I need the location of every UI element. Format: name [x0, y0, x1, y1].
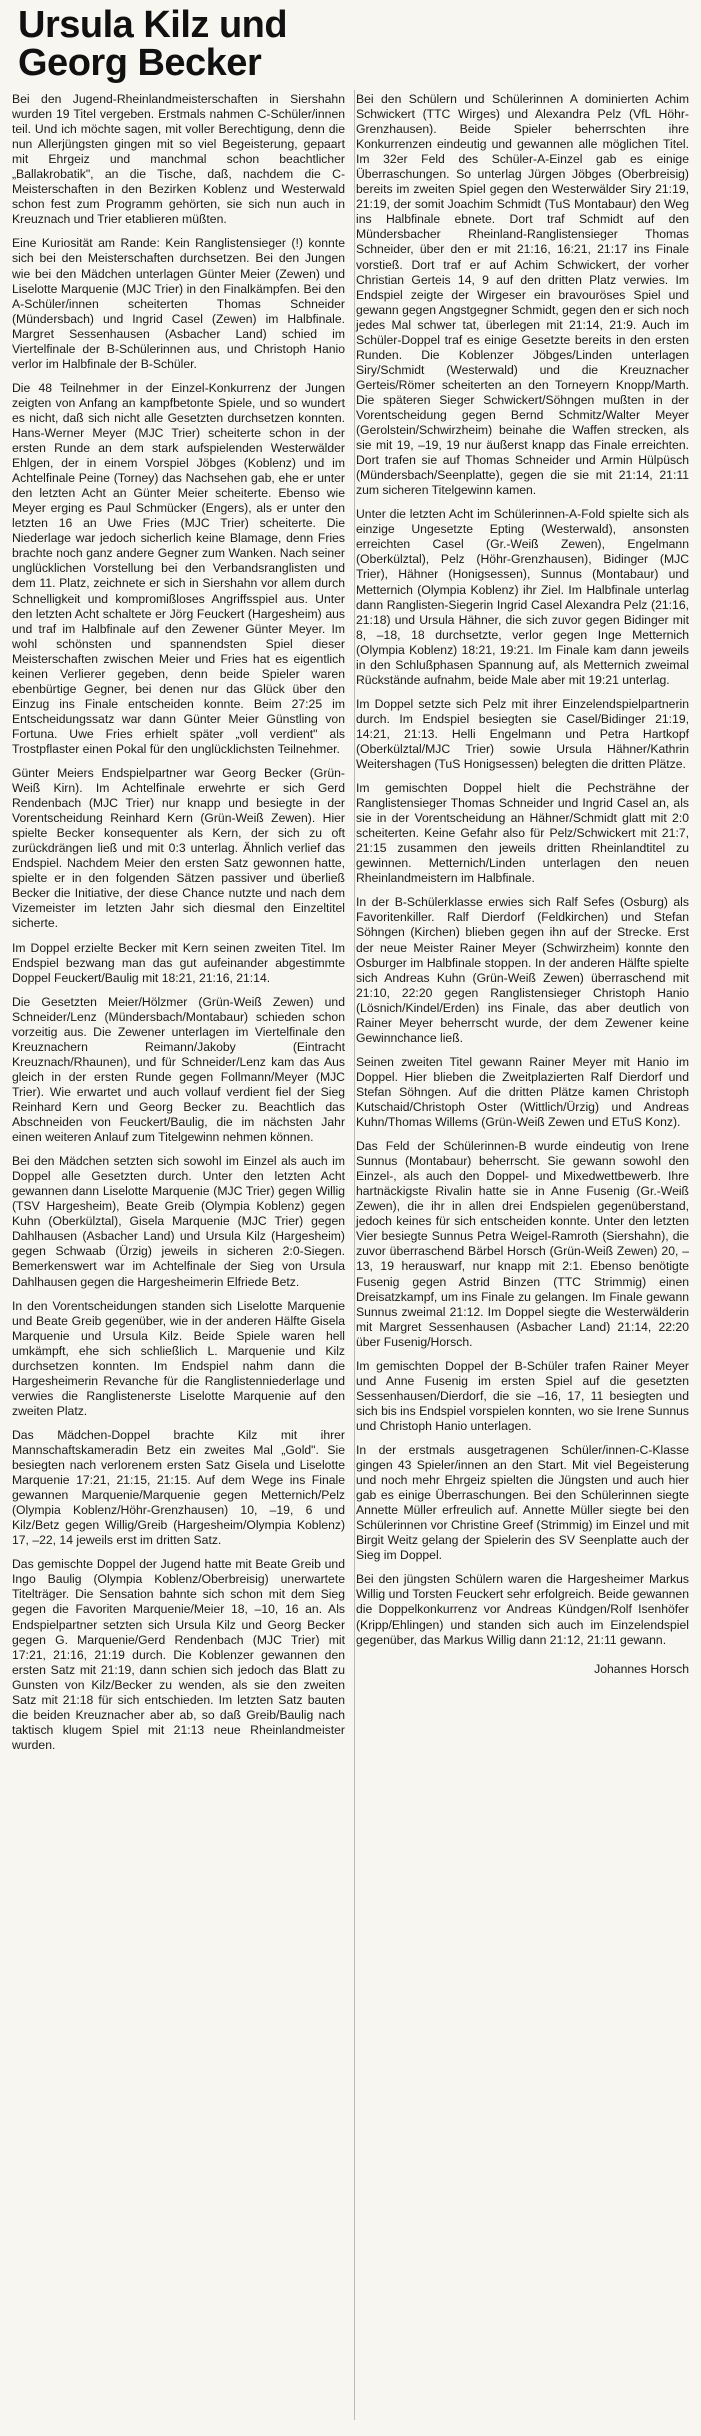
paragraph: In den Vorentscheidungen standen sich Liselotte Marquenie und Beate Greib gegenüber, wie in der anderen Hälfte Gisela Marquenie und Ursula Kilz. Beide Spiele waren hell umkämpft, ehe sich schließlich L. Marquenie und Kilz durchsetzen konnten. Im Endspiel nahm dann die Hargesheimerin Revanche für die Ranglistenniederlage und verwies die Ranglistenerste Liselotte Marquenie auf den zweiten Platz. — [12, 1298, 345, 1418]
headline-line-1: Ursula Kilz und — [18, 4, 288, 46]
paragraph: Das Mädchen-Doppel brachte Kilz mit ihrer Mannschaftskameradin Betz ein zweites Mal „Gold". Sie besiegten nach verlorenem ersten Satz Gisela und Liselotte Marquenie 17:21, 21:15, 21:15. Auf dem Wege ins Finale gewannen Marquenie/Marquenie gegen Metternich/Pelz (Olympia Koblenz/Höhr-Grenzhausen) 10, –19, 6 und Kilz/Betz gegen Willig/Greib (Hargesheim/Olympia Koblenz) 17, –22, 14 jeweils erst im dritten Satz. — [12, 1427, 345, 1548]
paragraph: Im gemischten Doppel der B-Schüler trafen Rainer Meyer und Anne Fusenig im ersten Spiel auf die gesetzten Sessenhausen/Dierdorf, die sie –16, 17, 11 besiegten und sich bis ins Endspiel vorspielen konnten, wo sie Irene Sunnus und Christoph Hanio unterlagen. — [356, 1358, 689, 1433]
paragraph: Bei den Mädchen setzten sich sowohl im Einzel als auch im Doppel alle Gesetzten durch. Unter den letzten Acht gewannen dann Liselotte Marquenie (MJC Trier) gegen Willig (TSV Hargesheim), Beate Greib (Olympia Koblenz) gegen Kuhn (Oberkülztal), Gisela Marquenie (MJC Trier) gegen Dahlhausen (Asbacher Land) und Ursula Kilz (Hargesheim) gegen Schwaab (Ürzig) jeweils in sicheren 2:0-Siegen. Bemerkenswert war im Achtelfinale der Sieg von Ursula Dahlhausen gegen die Hargesheimerin Elfriede Betz. — [12, 1154, 345, 1289]
paragraph: Das gemischte Doppel der Jugend hatte mit Beate Greib und Ingo Baulig (Olympia Koblenz/Oberbreisig) unerwartete Titelträger. Die Sensation bahnte sich schon mit dem Sieg gegen die Favoriten Marquenie/Meier 18, –10, 16 an. Als Endspielpartner setzten sich Ursula Kilz und Georg Becker gegen G. Marquenie/Gerd Rendenbach (MJC Trier) mit 17:21, 21:16, 21:19 durch. Die Koblenzer gewannen den ersten Satz mit 21:19, dann schien sich jedoch das Blatt zu Gunsten von Kilz/Becker zu wenden, als sie den zweiten Satz mit 21:18 für sich entschieden. Im letzten Satz bauten die beiden Kreuznacher aber ab, so daß Greib/Baulig nach taktisch klugem Spiel mit 21:13 neue Rheinlandmeister wurden. — [12, 1557, 345, 1752]
paragraph: Seinen zweiten Titel gewann Rainer Meyer mit Hanio im Doppel. Hier blieben die Zweitplazierten Ralf Dierdorf und Stefan Söhngen. Auf die dritten Plätze kamen Christoph Kutschaid/Christoph Oster (Wittlich/Ürzig) und Andreas Kuhn/Thomas Willems (Grün-Weiß Zewen und ETuS Konz). — [356, 1054, 689, 1130]
paragraph: In der B-Schülerklasse erwies sich Ralf Sefes (Osburg) als Favoritenkiller. Ralf Dierdorf (Feldkirchen) und Stefan Söhngen (Kirchen) blieben gegen ihn auf der Strecke. Erst der neue Meister Rainer Meyer (Schwirzheim) konnte den Osburger im Halbfinale stoppen. In der anderen Hälfte spielte sich Andreas Kuhn (Grün-Weiß Zewen) überraschend mit 21:10, 22:20 gegen Ranglistensieger Christoph Hanio (Lösnich/Kindel/Erden) ins Finale, das aber deutlich von Rainer Meyer beherrscht wurde, der dem Zewener keine Gewinnchance ließ. — [356, 895, 689, 1045]
article-headline — [18, 6, 689, 82]
column-divider — [354, 90, 355, 2420]
paragraph: Unter die letzten Acht im Schülerinnen-A-Fold spielte sich als einzige Ungesetzte Epting (Westerwald), ansonsten erreichten Casel (Gr.-Weiß Zewen), Engelmann (Oberkülztal), Pelz (Höhr-Grenzhausen), Bidinger (MJC Trier), Hähner (Honigsessen), Sunnus (Montabaur) und Metternich (Olympia Koblenz) ihr Ziel. Im Halbfinale unterlag dann Ranglisten-Siegerin Ingrid Casel Alexandra Pelz (21:16, 21:18) und Ursula Hähner, die sich zuvor gegen Bidinger mit 8, –18, 18 durchsetzte, verlor gegen Inge Metternich (Olympia Koblenz) 18:21, 19:21. Im Finale kam dann jeweils in den Schlußphasen Spannung auf, als Metternich zweimal Rückstände aufnahm, beide Male aber mit 19:21 unterlag. — [356, 507, 689, 687]
paragraph: Im Doppel setzte sich Pelz mit ihrer Einzelendspielpartnerin durch. Im Endspiel besiegten sie Casel/Bidinger 21:19, 14:21, 21:13. Helli Engelmann und Petra Hartkopf (Oberkülztal/MJC Trier) sowie Ursula Hähner/Kathrin Weitershagen (TuS Honigsessen) belegten die dritten Plätze. — [356, 696, 689, 772]
article-columns — [12, 92, 689, 1762]
right-column — [356, 92, 689, 1762]
paragraph: Im Doppel erzielte Becker mit Kern seinen zweiten Titel. Im Endspiel bezwang man das gut aufeinander abgestimmte Doppel Feuckert/Baulig mit 18:21, 21:16, 21:14. — [12, 940, 345, 985]
left-column — [12, 92, 345, 1762]
paragraph: Das Feld der Schülerinnen-B wurde eindeutig von Irene Sunnus (Montabaur) beherrscht. Sie gewann sowohl den Einzel-, als auch den Doppel- und Mixedwettbewerb. Ihre hartnäckigste Rivalin hatte sie in Anne Fusenig (Gr.-Weiß Zewen), die ihr in allen drei Endspielen gegenüberstand, jedoch keines für sich entscheiden konnte. Unter den letzten Vier besiegte Sunnus Petra Weigel-Ramroth (Siershahn), die zuvor überraschend Bärbel Horsch (Grün-Weiß Zewen) 20, –13, 19 herauswarf, nur knapp mit 2:1. Ebenso benötigte Fusenig gegen Astrid Binzen (TTC Strimmig) einen Dreisatzkampf, um ins Finale zu gelangen. Im Finale gewann Sunnus zweimal 21:12. Im Doppel siegte die Westerwälderin mit Margret Sessenhausen (Asbacher Land) 21:14, 22:20 über Fusenig/Horsch. — [356, 1139, 689, 1349]
paragraph: Die Gesetzten Meier/Hölzmer (Grün-Weiß Zewen) und Schneider/Lenz (Mündersbach/Montabaur) schieden schon vorzeitig aus. Die Zewener unterlagen im Viertelfinale den Kreuznachern Reimann/Jakoby (Eintracht Kreuznach/Rhaunen), und für Schneider/Lenz kam das Aus gleich in der ersten Runde gegen Follmann/Meyer (MJC Trier). Wie erwartet und auch vollauf verdient fiel der Sieg Reinhard Kern und Georg Becker zu. Beachtlich das Abschneiden von Feuckert/Baulig, die im nächsten Jahr einen weiteren Anlauf zum Titelgewinn nehmen können. — [12, 994, 345, 1145]
paragraph: Eine Kuriosität am Rande: Kein Ranglistensieger (!) konnte sich bei den Meisterschaften durchsetzen. Bei den Jungen wie bei den Mädchen unterlagen Günter Meier (Zewen) und Liselotte Marquenie (MJC Trier) in den Finalkämpfen. Bei den A-Schüler/innen scheiterten Thomas Schneider (Mündersbach) und Ingrid Casel (Zewen) im Halbfinale. Margret Sessenhausen (Asbacher Land) schied im Viertelfinale der B-Schülerinnen aus, und Christoph Hanio verlor im Halbfinale der B-Schüler. — [12, 236, 345, 371]
headline-line-2: Georg Becker — [18, 42, 262, 84]
paragraph: Im gemischten Doppel hielt die Pechsträhne der Ranglistensieger Thomas Schneider und Ingrid Casel an, als sie in der Vorentscheidung an Hähner/Schmidt glatt mit 2:0 scheiterten. Keine Gefahr also für Pelz/Schwickert mit 21:7, 21:15 zusammen den jeweils dritten Rheinlandtitel zu gewinnen. Metternich/Linden unterlagen den neuen Rheinlandmeistern im Halbfinale. — [356, 781, 689, 886]
paragraph: Bei den jüngsten Schülern waren die Hargesheimer Markus Willig und Torsten Feuckert sehr erfolgreich. Beide gewannen die Doppelkonkurrenz vor Andreas Kündgen/Rolf Isenhöfer (Kripp/Ehlingen) und standen sich auch im Einzelendspiel gegenüber, das Markus Willig dann 21:12, 21:11 gewann. — [356, 1572, 689, 1647]
paragraph: In der erstmals ausgetragenen Schüler/innen-C-Klasse gingen 43 Spieler/innen an den Start. Mit viel Begeisterung und noch mehr Ehrgeiz spielten die Jüngsten und auch hier gab es einige Überraschungen. Bei den Schülerinnen siegte Annette Müller erfreulich auf. Annette Müller siegte bei den Schülerinnen vor Christine Greef (Strimmig) im Einzel und mit Birgit Weitz gelang der Spielerin des SV Seenplatte auch der Sieg im Doppel. — [356, 1442, 689, 1563]
author-byline: Johannes Horsch — [594, 1661, 689, 1676]
paragraph: Bei den Jugend-Rheinlandmeisterschaften in Siershahn wurden 19 Titel vergeben. Erstmals nahmen C-Schüler/innen teil. Und ich möchte sagen, mit voller Berechtigung, denn die nun Allerjüngsten gingen mit so viel Begeisterung, gepaart mit Ehrgeiz und manchmal schon beachtlicher „Ballakrobatik", an die Tische, daß, nachdem die C-Meisterschaften in den Bezirken Koblenz und Westerwald schon fest zum Programm gehörten, sie sich nun auch in Kreuznach und Trier etablieren müßten. — [12, 92, 345, 227]
paragraph: Günter Meiers Endspielpartner war Georg Becker (Grün-Weiß Kirn). Im Achtelfinale erwehrte er sich Gerd Rendenbach (MJC Trier) nur knapp und besiegte in der Vorentscheidung Reinhard Kern (Grün-Weiß Zewen). Hier spielte Becker konsequenter als Kern, der sich zu oft zurückdrängen ließ und mit 0:3 unterlag. Ähnlich verlief das Endspiel. Nachdem Meier den ersten Satz gewonnen hatte, spielte er in den folgenden Sätzen passiver und überließ Becker die Initiative, der diese Chance nutzte und nach dem Vizemeister im letzten Jahr sich diesmal den Einzeltitel sicherte. — [12, 766, 345, 931]
paragraph: Die 48 Teilnehmer in der Einzel-Konkurrenz der Jungen zeigten von Anfang an kampfbetonte Spiele, und so wundert es nicht, daß sich nicht alle Gesetzten durchsetzen konnten. Hans-Werner Meyer (MJC Trier) scheiterte schon in der ersten Runde an dem stark aufspielenden Westerwälder Ehlgen, der in einem Vorspiel Jöbges (Koblenz) und im Achtelfinale Peine (Torney) das Nachsehen gab, ehe er unter den letzten Acht an Günter Meier scheiterte. Ebenso wie Meyer erging es Paul Schmücker (Engers), als er unter den letzten 16 an Uwe Fries (MJC Trier) scheiterte. Die Niederlage war jedoch sicherlich keine Blamage, denn Fries brachte noch ganz andere Gegner zum Wanken. Nach seiner unglücklichen Vorstellung bei den Verbandsranglisten und dem 11. Platz, zeichnete er sich in Siershahn vor allem durch Schnelligkeit und kompromißloses Angriffsspiel aus. Unter den letzten Acht schaltete er Jörg Feuckert (Hargesheim) aus und traf im Halbfinale auf den Zewener Günter Meyer. Im wohl schönsten und spannendsten Spiel dieser Meisterschaften zwischen Meier und Fries hat es eigentlich keinen Verlierer gegeben, denn beide Spieler waren ebenbürtige Gegner, bei denen nur das Glück über den Einzug ins Finale entscheiden konnte. Beim 27:25 im Entscheidungssatz war dann Günter Meier Günstling von Fortuna. Uwe Fries erhielt später „voll verdient" als Trostpflaster einen Pokal für den unglücklichsten Teilnehmer. — [12, 380, 345, 756]
paragraph: Bei den Schülern und Schülerinnen A dominierten Achim Schwickert (TTC Wirges) und Alexandra Pelz (VfL Höhr-Grenzhausen). Beide Spieler beherrschten ihre Konkurrenzen eindeutig und gewannen alle möglichen Titel. Im 32er Feld des Schüler-A-Einzel gab es einige Überraschungen. So unterlag Jürgen Jöbges (Oberbreisig) bereits im zweiten Spiel gegen den Westerwälder Siry 21:19, 21:19, der somit Joachim Schmidt (TuS Montabaur) den Weg ins Halbfinale ebnete. Dort traf Schmidt auf den Mündersbacher Rheinland-Ranglistensieger Thomas Schneider, über den er mit 21:16, 16:21, 21:17 ins Finale vorstieß. Dort traf er auf Achim Schwickert, der vorher Christian Gerteis 14, 9 auf den dritten Platz verwies. Im Endspiel zeigte der Wirgeser ein bravouröses Spiel und gewann gegen Angstgegner Schmidt, gegen den er sich noch jedes Mal schwer tat, überlegen mit 21:14, 21:9. Auch im Schüler-Doppel traf es einige Gesetzte bereits in den ersten Runden. Die Koblenzer Jöbges/Linden unterlagen Siry/Schmidt (Westerwald) und die Kreuznacher Gerteis/Römer scheiterten an den Torneyern Knopp/Marth. Die späteren Sieger Schwickert/Söhngen mußten in der Vorentscheidung gegen Bernd Schmitz/Walter Meyer (Gerolstein/Schwirzheim) beinahe die Waffen strecken, als sie mit 19, –19, 19 nur äußerst knapp das Finale erreichten. Dort trafen sie auf Thomas Schneider und Armin Hülpüsch (Mündersbach/Seenplatte), gegen die sie mit 21:14, 21:11 zum sicheren Titelgewinn kamen. — [356, 92, 689, 498]
